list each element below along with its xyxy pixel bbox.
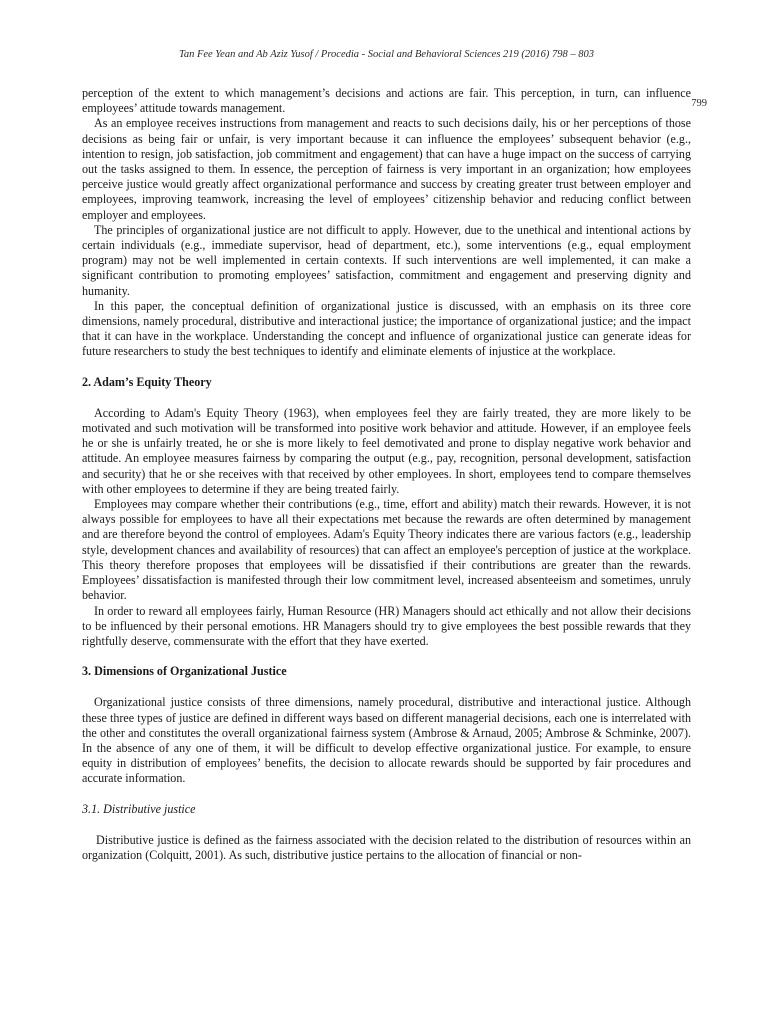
spacer <box>82 649 691 664</box>
intro-paragraph-2: As an employee receives instructions from management and reacts to such decisions daily, his or her perceptions of those decisions as being fair or unfair, is very important because it can influence the employees’ subsequent behavior (e.g., intention to resign, job satisfaction, job commitment and engagement) that can have a huge impact on the success of carrying out the tasks assigned to them. In essence, the perception of fairness is very important in an organization; how employees perceive justice would greatly affect organizational performance and success by creating greater trust between employer and employees, improving teamwork, increasing the level of employees’ citizenship behavior and reducing conflict between employer and employees. <box>82 116 691 222</box>
subsection-3-1-heading: 3.1. Distributive justice <box>82 801 196 816</box>
section-3-heading: 3. Dimensions of Organizational Justice <box>82 664 287 679</box>
section-2-paragraph-3: In order to reward all employees fairly, Human Resource (HR) Managers should act ethically and not allow their decisions to be influenced by their personal emotions. HR Managers should try to give employees the best possible rewards that they rightfully deserve, commensurate with the effort that they have exerted. <box>82 603 691 648</box>
intro-paragraph-4: In this paper, the conceptual definition of organizational justice is discussed, with an emphasis on its three core dimensions, namely procedural, distributive and interactional justice; the importance of organizational justice; and the impact that it can have in the workplace. Understanding the concept and influence of organizational justice can generate ideas for future researchers to study the best techniques to identify and eliminate elements of injustice at the workplace. <box>82 298 691 359</box>
section-3-paragraph-1: Organizational justice consists of three dimensions, namely procedural, distributive and interactional justice. Although these three types of justice are defined in different ways based on different managerial decisions, each one is interrelated with the other and constitutes the overall organizational fairness system (Ambrose & Arnaud, 2005; Ambrose & Schminke, 2007). In the absence of any one of them, it will be difficult to develop effective organizational justice. For example, to ensure equity in distribution of employees’ benefits, the decision to allocate rewards should be supported by fair procedures and accurate information. <box>82 695 691 786</box>
paper-page <box>82 0 707 1024</box>
running-title: Tan Fee Yean and Ab Aziz Yusof / Procedia - Social and Behavioral Sciences 219 (2016) 798 – 803 <box>178 49 595 60</box>
spacer <box>82 390 691 406</box>
section-2-paragraph-1: According to Adam's Equity Theory (1963), when employees feel they are fairly treated, they are more likely to be motivated and such motivation will be transformed into positive work behavior and attitude. However, if an employee feels he or she is unfairly treated, he or she is more likely to feel demotivated and prone to display negative work behavior and attitude. An employee measures fairness by comparing the output (e.g., pay, recognition, personal development, satisfaction and security) that he or she receives with that received by other employees. In short, employees tend to compare themselves with other employees to determine if they are being treated fairly. <box>82 405 691 496</box>
intro-paragraph-1: perception of the extent to which management’s decisions and actions are fair. This perception, in turn, can influence employees’ attitude towards management. <box>82 86 691 116</box>
intro-paragraph-3: The principles of organizational justice are not difficult to apply. However, due to the unethical and intentional actions by certain individuals (e.g., immediate supervisor, head of department, etc.), some interventions (e.g., equal employment program) may not be well implemented in certain contexts. If such interventions are well implemented, it can make a significant contribution to promoting employees’ satisfaction, commitment and engagement and preserving dignity and humanity. <box>82 222 691 298</box>
spacer <box>82 360 691 375</box>
section-2-heading: 2. Adam’s Equity Theory <box>82 374 212 389</box>
page-number: 799 <box>691 98 707 109</box>
spacer <box>82 817 691 833</box>
body-text <box>82 86 691 863</box>
section-2-paragraph-2: Employees may compare whether their contributions (e.g., time, effort and ability) match their rewards. However, it is not always possible for employees to have all their expectations met because the rewards are often determined by management and are therefore beyond the control of employees. Adam's Equity Theory indicates there are various factors (e.g., leadership style, development chances and availability of resources) that can affect an employee's perception of justice at the workplace. This theory therefore proposes that employees will be dissatisfied if their contributions are greater than the rewards. Employees’ dissatisfaction is manifested through their low commitment level, increased absenteeism and sometimes, unruly behavior. <box>82 497 691 603</box>
subsection-3-1-paragraph-1: Distributive justice is defined as the fairness associated with the decision related to the distribution of resources within an organization (Colquitt, 2001). As such, distributive justice pertains to the allocation of financial or non- <box>82 832 691 862</box>
spacer <box>82 787 691 802</box>
spacer <box>82 679 691 695</box>
